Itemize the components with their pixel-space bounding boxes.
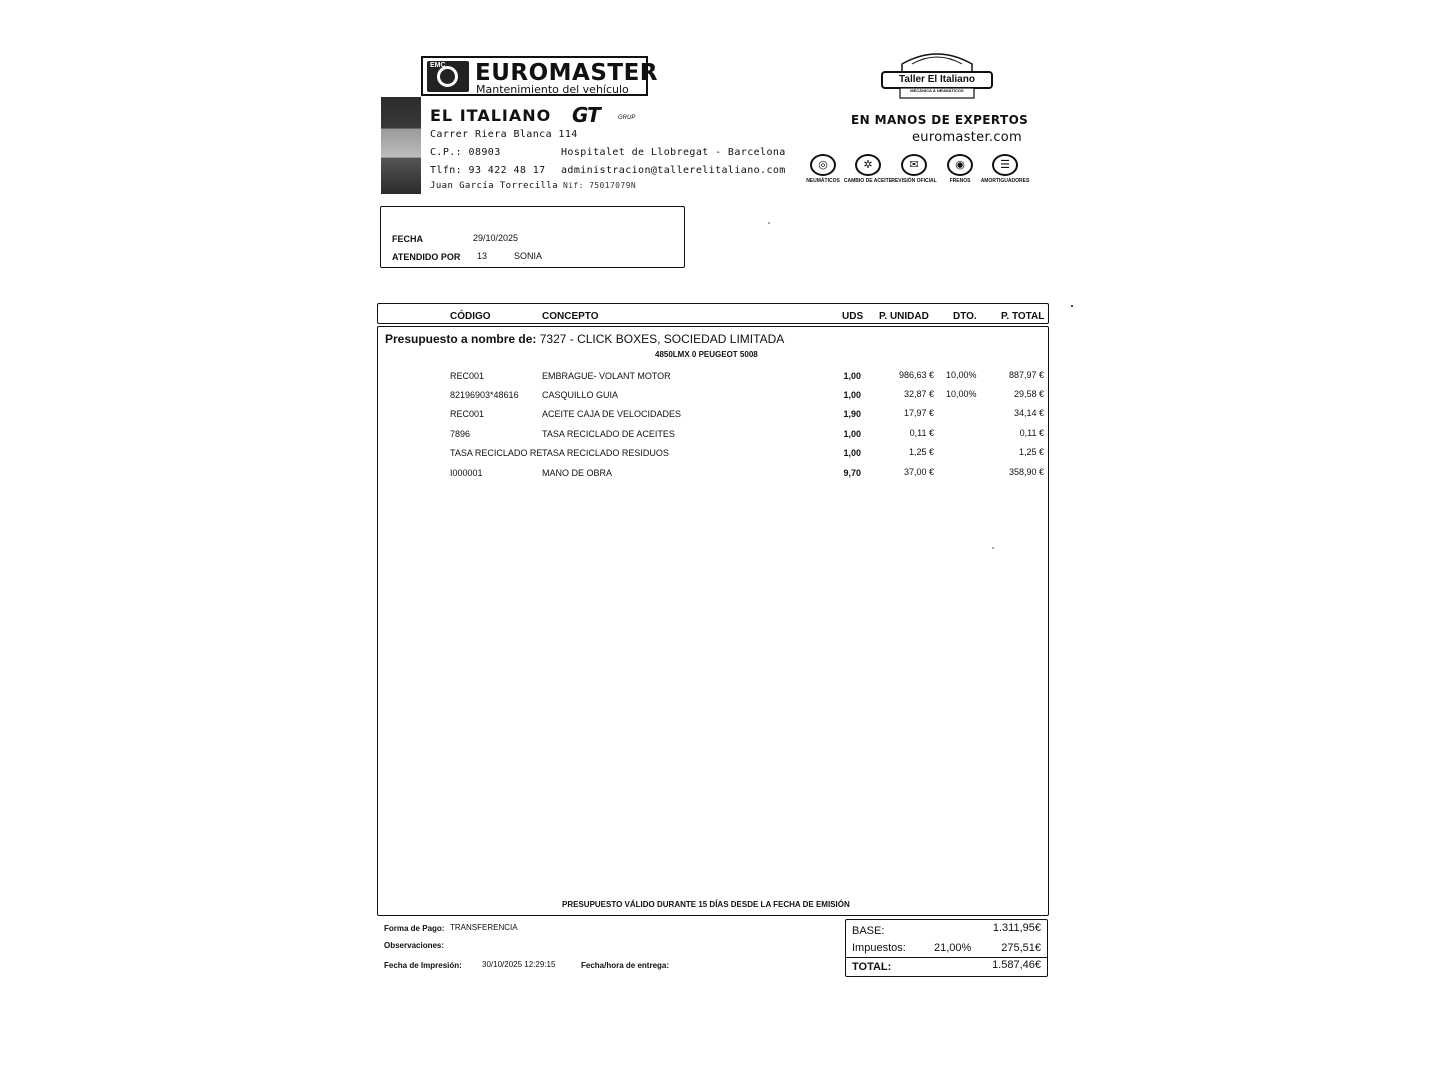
base-label: BASE: [852, 925, 885, 937]
taller-sub-label: MECÁNICA & NEUMÁTICOS [910, 88, 964, 93]
shop-name: EL ITALIANO [430, 106, 552, 125]
col-p-unidad: P. UNIDAD [879, 311, 929, 322]
euromaster-logo-tag: EMC [430, 62, 446, 69]
impuestos-label: Impuestos: [852, 942, 906, 954]
table-row-codigo: 82196903*48616 [450, 390, 519, 400]
service-label: CAMBIO DE ACEITE [843, 178, 893, 184]
table-row-concepto: MANO DE OBRA [542, 468, 613, 478]
table-row-p-unidad: 0,11 € [909, 428, 934, 438]
base-value: 1.311,95€ [992, 922, 1041, 934]
address-cp: C.P.: 08903 [430, 147, 501, 158]
shock-absorber-icon: ☰ [992, 154, 1018, 176]
table-row-uds: 1,90 [843, 409, 861, 419]
nif: Nif: 75017079N [563, 181, 637, 190]
table-row-uds: 9,70 [843, 468, 861, 478]
address-street: Carrer Riera Blanca 114 [430, 129, 578, 140]
address-city: Hospitalet de Llobregat - Barcelona [561, 147, 786, 158]
header-accent-bar [381, 97, 421, 194]
brakes-icon: ◉ [947, 154, 973, 176]
table-row-concepto: TASA RECICLADO RESIDUOS [542, 448, 669, 458]
service-label: AMORTIGUADORES [980, 178, 1030, 184]
table-row-p-unidad: 17,97 € [903, 408, 934, 418]
euromaster-emblem-icon [427, 61, 469, 92]
fecha-impresion-value: 30/10/2025 12:29:15 [482, 960, 556, 969]
customer-value: 7327 - CLICK BOXES, SOCIEDAD LIMITADA [539, 332, 785, 346]
table-row-codigo: TASA RECICLADO RE [450, 448, 543, 458]
service-label: REVISIÓN OFICIAL [891, 178, 937, 184]
service-label: FRENOS [949, 178, 971, 184]
table-row-codigo: REC001 [450, 371, 485, 381]
euromaster-title: EUROMASTER [475, 60, 659, 86]
slogan: EN MANOS DE EXPERTOS [851, 113, 1029, 127]
gt-grup-logo-sub: GRUP [618, 115, 636, 121]
fecha-value: 29/10/2025 [473, 233, 519, 243]
table-row-p-total: 1,25 € [1018, 447, 1044, 457]
table-row-codigo: REC001 [450, 409, 485, 419]
atendido-name: SONIA [514, 251, 543, 261]
atendido-label: ATENDIDO POR [392, 252, 461, 262]
gt-grup-logo: GT [572, 103, 600, 127]
table-row-codigo: 7896 [450, 429, 471, 439]
table-row-uds: 1,00 [843, 371, 861, 381]
oil-change-icon: ✲ [855, 154, 881, 176]
customer-label: Presupuesto a nombre de: [385, 332, 537, 346]
table-row-concepto: ACEITE CAJA DE VELOCIDADES [542, 409, 682, 419]
taller-label: Taller El Italiano [899, 74, 975, 85]
table-row-uds: 1,00 [843, 390, 861, 400]
impuestos-value: 275,51€ [1001, 942, 1041, 954]
table-row-p-total: 0,11 € [1019, 428, 1044, 438]
table-row-p-total: 29,58 € [1013, 389, 1044, 399]
forma-pago-label: Forma de Pago: [384, 924, 445, 933]
scan-speck [992, 547, 994, 549]
totals-divider [846, 957, 1047, 958]
table-row-p-total: 358,90 € [1008, 467, 1044, 477]
email: administracion@tallerelitaliano.com [561, 165, 786, 176]
tire-icon: ◎ [810, 154, 836, 176]
table-row-codigo: I000001 [450, 468, 483, 478]
table-row-p-total: 34,14 € [1013, 408, 1044, 418]
table-row-uds: 1,00 [843, 429, 861, 439]
service-amortiguadores [977, 154, 1033, 184]
atendido-code: 13 [477, 251, 488, 261]
col-dto: DTO. [953, 311, 977, 322]
fecha-label: FECHA [392, 234, 423, 244]
fecha-impresion-label: Fecha de Impresión: [384, 961, 462, 970]
table-row-dto: 10,00% [946, 389, 977, 399]
table-row-p-unidad: 32,87 € [903, 389, 934, 399]
col-codigo: CÓDIGO [450, 311, 491, 322]
table-row-p-unidad: 986,63 € [898, 370, 934, 380]
service-label: NEUMÁTICOS [806, 178, 840, 184]
table-row-p-unidad: 37,00 € [903, 467, 934, 477]
website: euromaster.com [912, 130, 1022, 145]
euromaster-subtitle: Mantenimiento del vehículo [476, 83, 629, 96]
total-label: TOTAL: [852, 961, 892, 973]
euromaster-logo [421, 56, 659, 96]
scan-speck [1071, 305, 1073, 307]
table-row-concepto: TASA RECICLADO DE ACEITES [542, 429, 675, 439]
table-row-p-total: 887,97 € [1008, 370, 1044, 380]
total-value: 1.587,46€ [992, 959, 1041, 971]
table-row-p-unidad: 1,25 € [908, 447, 934, 457]
forma-pago-value: TRANSFERENCIA [450, 923, 518, 932]
phone: Tlfn: 93 422 48 17 [430, 165, 546, 176]
col-p-total: P. TOTAL [1001, 311, 1045, 322]
col-concepto: CONCEPTO [542, 311, 599, 322]
vehicle-line: 4850LMX 0 PEUGEOT 5008 [655, 350, 758, 359]
col-uds: UDS [842, 311, 864, 322]
table-row-concepto: CASQUILLO GUIA [542, 390, 619, 400]
scan-speck [768, 222, 770, 224]
fecha-entrega-label: Fecha/hora de entrega: [581, 961, 670, 970]
validity-note: PRESUPUESTO VÁLIDO DURANTE 15 DÍAS DESDE LA FECHA DE EMISIÓN [562, 900, 850, 909]
impuestos-rate: 21,00% [934, 942, 972, 954]
contact-name: Juan García Torrecilla [430, 181, 559, 191]
observaciones-label: Observaciones: [384, 941, 445, 950]
table-row-concepto: EMBRAGUE- VOLANT MOTOR [542, 371, 671, 381]
inspection-icon: ✉ [901, 154, 927, 176]
table-row-dto: 10,00% [946, 370, 977, 380]
customer-line [385, 332, 784, 346]
table-row-uds: 1,00 [843, 448, 861, 458]
